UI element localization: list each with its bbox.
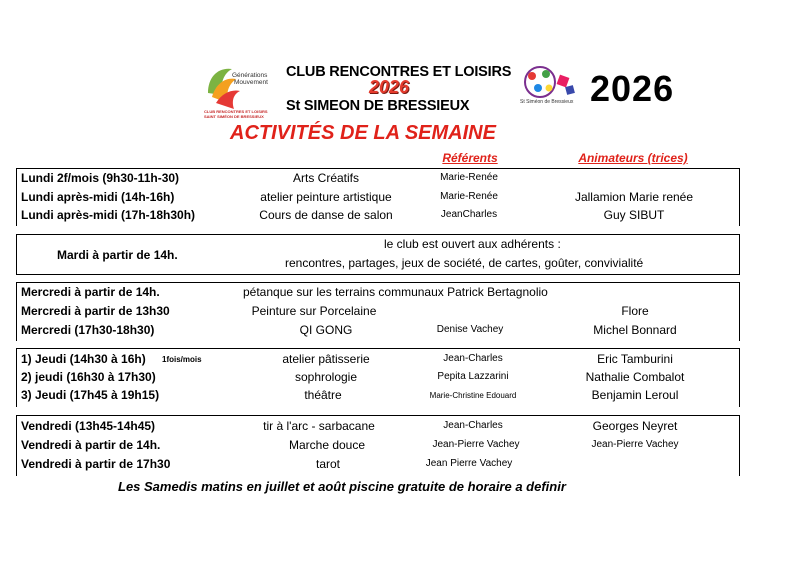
day-label: Lundi après-midi (17h-18h30h) — [21, 208, 196, 222]
day-label: Vendredi à partir de 14h. — [21, 438, 161, 452]
club-name: CLUB RENCONTRES ET LOISIRS — [286, 64, 512, 80]
animateur-label: Nathalie Combalot — [585, 370, 685, 384]
day-label: Mercredi à partir de 14h. — [21, 285, 160, 299]
animateur-label: Benjamin Leroul — [591, 388, 679, 402]
club-location: St SIMEON DE BRESSIEUX — [286, 98, 470, 114]
activity-label: QI GONG — [299, 323, 353, 337]
page-title: ACTIVITÉS DE LA SEMAINE — [230, 122, 496, 144]
referent-label: Marie-Renée — [440, 191, 498, 202]
referent-label: Denise Vachey — [436, 324, 504, 335]
day-label: 2) jeudi (16h30 à 17h30) — [21, 370, 156, 384]
referents-column-header: Référents — [442, 151, 498, 165]
referent-label: Marie-Christine Edouard — [429, 391, 517, 400]
activity-label: Arts Créatifs — [292, 171, 360, 185]
tuesday-section — [16, 234, 740, 275]
activity-label: théâtre — [304, 388, 342, 402]
generations-mouvement-logo — [202, 63, 280, 119]
animateur-label: Georges Neyret — [592, 419, 678, 433]
club-year: 2026 — [369, 77, 410, 97]
animateur-label: Guy SIBUT — [603, 208, 665, 222]
animateurs-column-header: Animateurs (trices) — [578, 151, 688, 165]
animateur-label: Flore — [621, 304, 649, 318]
day-label: Lundi après-midi (14h-16h) — [21, 190, 175, 204]
referent-label: Jean-Pierre Vachey — [432, 439, 520, 450]
referent-label: Marie-Renée — [440, 172, 498, 183]
activity-label: Peinture sur Porcelaine — [251, 304, 377, 318]
day-label: Mercredi (17h30-18h30) — [21, 323, 155, 337]
svg-text:CLUB RENCONTRES ET LOISIRS: CLUB RENCONTRES ET LOISIRS — [204, 109, 268, 114]
activity-label: tarot — [315, 457, 341, 471]
activity-label: tir à l'arc - sarbacane — [263, 419, 375, 433]
animateur-label: Jean-Pierre Vachey — [591, 439, 679, 450]
activity-label: pétanque sur les terrains communaux Patrick Bertagnolio — [243, 285, 548, 299]
friday-section — [16, 415, 740, 476]
activity-label: Cours de danse de salon — [259, 208, 393, 222]
animateur-label: Michel Bonnard — [593, 323, 677, 337]
day-label: 1) Jeudi (14h30 à 16h) — [21, 352, 146, 366]
referent-label: Jean-Charles — [443, 353, 503, 364]
activity-label: sophrologie — [294, 370, 358, 384]
day-label: Vendredi (13h45-14h45) — [21, 419, 156, 433]
activity-label: atelier pâtisserie — [282, 352, 370, 366]
tuesday-info-line2: rencontres, partages, jeux de société, de cartes, goûter, convivialité — [285, 256, 644, 270]
day-label: Mercredi à partir de 13h30 — [21, 304, 170, 318]
saturday-note: Les Samedis matins en juillet et août piscine gratuite de horaire a definir — [118, 479, 566, 494]
activity-label: atelier peinture artistique — [260, 190, 392, 204]
svg-text:Mouvement: Mouvement — [234, 79, 268, 86]
referent-label: JeanCharles — [440, 209, 498, 220]
day-label: Vendredi à partir de 17h30 — [21, 457, 171, 471]
frequency-note: 1fois/mois — [162, 355, 202, 364]
referent-label: Pepita Lazzarini — [437, 371, 509, 382]
animateur-label: Eric Tamburini — [597, 352, 673, 366]
svg-text:SAINT SIMÉON DE BRESSIEUX: SAINT SIMÉON DE BRESSIEUX — [204, 114, 264, 119]
day-label: 3) Jeudi (17h45 à 19h15) — [21, 388, 160, 402]
activity-label: Marche douce — [288, 438, 366, 452]
referent-label: Jean Pierre Vachey — [425, 458, 513, 469]
thursday-section — [16, 348, 740, 407]
tuesday-info-line1: le club est ouvert aux adhérents : — [384, 237, 561, 251]
referent-label: Jean-Charles — [443, 420, 503, 431]
day-label: Mardi à partir de 14h. — [57, 248, 178, 262]
animateur-label: Jallamion Marie renée — [574, 190, 694, 204]
year-heading: 2026 — [590, 68, 675, 109]
emblem-caption: St Siméon de Bressieux — [520, 99, 574, 105]
wednesday-section — [16, 282, 740, 341]
svg-text:Générations: Générations — [232, 72, 268, 79]
day-label: Lundi 2f/mois (9h30-11h-30) — [21, 171, 180, 185]
monday-section — [16, 168, 740, 226]
